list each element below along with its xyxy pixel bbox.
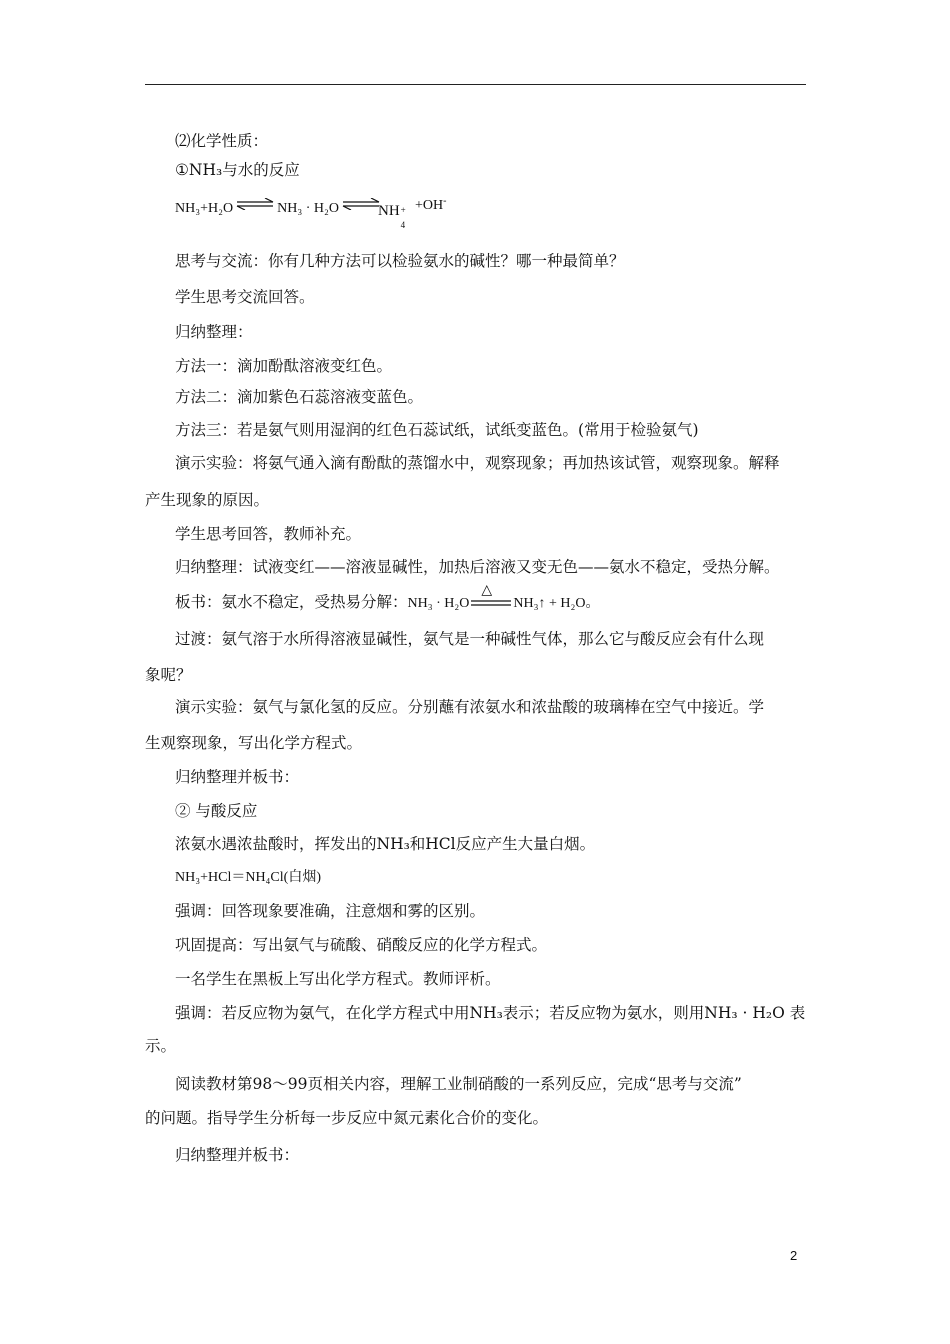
section-heading: ⑵化学性质：: [175, 132, 269, 150]
paragraph: 思考与交流：你有几种方法可以检验氨水的碱性？哪一种最简单？: [175, 252, 625, 270]
paragraph: 学生思考交流回答。: [175, 288, 315, 306]
eq2-prefix: 板书：氨水不稳定，受热易分解：: [175, 593, 408, 611]
paragraph: 过渡：氨气溶于水所得溶液显碱性，氨气是一种碱性气体，那么它与酸反应会有什么现: [175, 630, 765, 648]
ammonium-ion: [378, 203, 408, 230]
eq2-reactant: NH₃ · H₂O: [407, 596, 470, 611]
paragraph: 强调：若反应物为氨气，在化学方程式中用NH₃表示；若反应物为氨水，则用NH₃ · H₂O 表: [175, 1004, 806, 1022]
paragraph: 方法三：若是氨气则用湿润的红色石蕊试纸，试纸变蓝色。(常用于检验氨气): [175, 421, 699, 439]
equilibrium-arrow-icon: [341, 198, 381, 210]
equilibrium-arrow-icon: [235, 198, 275, 210]
ammonium-symbol: NH: [378, 203, 400, 219]
paragraph: 演示实验：氨气与氯化氢的反应。分别蘸有浓氨水和浓盐酸的玻璃棒在空气中接近。学: [175, 698, 765, 716]
equation-decomposition: [175, 582, 600, 614]
paragraph: 方法一：滴加酚酞溶液变红色。: [175, 357, 393, 375]
equation-ammonia-water: [175, 198, 383, 219]
paragraph: 归纳整理：试液变红——溶液显碱性，加热后溶液又变无色——氨水不稳定，受热分解。: [175, 558, 780, 576]
eq2-products: NH₃↑ + H₂O。: [513, 596, 600, 611]
equation-ammonium-chloride: NH₃+HCl＝NH₄Cl(白烟): [175, 870, 321, 885]
paragraph: 示。: [145, 1037, 177, 1055]
eq1-intermediate: NH₃ · H₂O: [277, 201, 339, 216]
subsection-heading: ①NH₃与水的反应: [175, 161, 300, 179]
paragraph: 象呢？: [145, 666, 192, 684]
paragraph: 阅读教材第98～99页相关内容，理解工业制硝酸的一系列反应，完成“思考与交流”: [175, 1075, 742, 1093]
heat-icon: △: [481, 582, 493, 598]
ammonium-subscript: 4: [400, 220, 406, 230]
subsection-heading: ② 与酸反应: [175, 802, 258, 820]
paragraph: 归纳整理并板书：: [175, 768, 300, 786]
paragraph: 学生思考回答，教师补充。: [175, 525, 362, 543]
paragraph: 归纳整理：: [175, 323, 253, 341]
page-number: 2: [790, 1248, 798, 1263]
hydroxide-ion: [415, 195, 447, 214]
condition-arrow: [469, 582, 513, 609]
header-rule: [145, 84, 806, 85]
ammonium-charge: +: [400, 205, 406, 215]
paragraph: 方法二：滴加紫色石蕊溶液变蓝色。: [175, 388, 424, 406]
paragraph: 产生现象的原因。: [145, 491, 270, 509]
paragraph: 的问题。指导学生分析每一步反应中氮元素化合价的变化。: [145, 1109, 549, 1127]
paragraph: 强调：回答现象要准确，注意烟和雾的区别。: [175, 902, 486, 920]
paragraph: 生观察现象，写出化学方程式。: [145, 734, 363, 752]
paragraph: 归纳整理并板书：: [175, 1146, 300, 1164]
hydroxide-charge: -: [443, 195, 447, 207]
paragraph: 一名学生在黑板上写出化学方程式。教师评析。: [175, 970, 501, 988]
paragraph: 巩固提高：写出氨气与硫酸、硝酸反应的化学方程式。: [175, 936, 548, 954]
paragraph: 演示实验：将氨气通入滴有酚酞的蒸馏水中，观察现象；再加热该试管，观察现象。解释: [175, 454, 780, 472]
equals-sign-icon: [471, 599, 511, 607]
hydroxide-symbol: +OH: [415, 198, 444, 213]
eq1-reactants: NH₃+H₂O: [175, 201, 234, 216]
paragraph: 浓氨水遇浓盐酸时，挥发出的NH₃和HCl反应产生大量白烟。: [175, 835, 596, 853]
